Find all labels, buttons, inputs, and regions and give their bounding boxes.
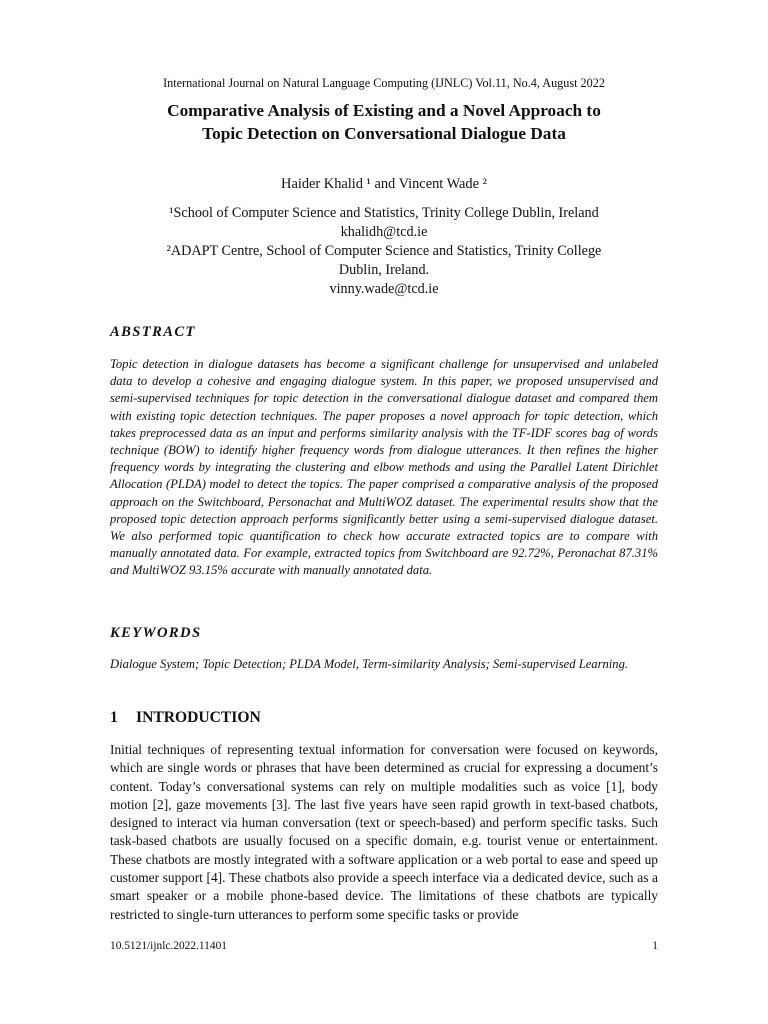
affiliation-1: ¹School of Computer Science and Statistics, Trinity College Dublin, Ireland <box>169 205 599 221</box>
introduction-body: Initial techniques of representing textual information for conversation were focused on keywords, which are single words or phrases that have been determined as crucial for expressing a document’s content. Today’s conversational systems can rely on multiple modalities such as voice [1], body motion [2], gaze movements [3]. The last five years have seen rapid growth in text-based chatbots, designed to interact via human conversation (text or speech-based) and perform specific tasks. Such task-based chatbots are usually focused on a specific domain, e.g. tourist venue or entertainment. These chatbots are mostly integrated with a software application or a web portal to ease and speed up customer support [4]. These chatbots also provide a speech interface via a dedicated device, such as a smart speaker or a mobile phone-based device. The limitations of these chatbots are typically restricted to single-turn utterances to perform some specific tasks or provide <box>110 742 658 922</box>
abstract-text: Topic detection in dialogue datasets has become a significant challenge for unsupervised and unlabeled data to develop a cohesive and engaging dialogue system. In this paper, we proposed unsupervised and semi-supervised techniques for topic detection in the conversational dialogue dataset and compared them with existing topic detection techniques. The paper proposes a novel approach for topic detection, which takes preprocessed data as an input and performs similarity analysis with the TF-IDF scores bag of words technique (BOW) to identify higher frequency words from dialogue utterances. It then refines the higher frequency words by integrating the clustering and elbow methods and using the Parallel Latent Dirichlet Allocation (PLDA) model to detect the topics. The paper comprised a comparative analysis of the proposed approach on the Switchboard, Personachat and MultiWOZ dataset. The experimental results show that the proposed topic detection approach performs significantly better using a semi-supervised dialogue dataset. We also performed topic quantification to check how accurate extracted topics are to compare with manually annotated data. For example, extracted topics from Switchboard are 92.72%, Peronachat 87.31% and MultiWOZ 93.15% accurate with manually annotated data. <box>110 357 658 578</box>
journal-header: International Journal on Natural Language Computing (IJNLC) Vol.11, No.4, August 2022 <box>163 76 605 90</box>
email-1: khalidh@tcd.ie <box>340 224 428 240</box>
section-heading-introduction <box>110 709 261 727</box>
affiliations <box>110 204 658 299</box>
email-2: vinny.wade@tcd.ie <box>329 281 439 297</box>
paper-title-line-2: Topic Detection on Conversational Dialogue Data <box>202 124 566 143</box>
paper-title <box>110 99 658 145</box>
footer-doi: 10.5121/ijnlc.2022.11401 <box>110 940 227 952</box>
paper-title-line-1: Comparative Analysis of Existing and a Novel Approach to <box>167 101 601 120</box>
page-number: 1 <box>652 940 658 952</box>
affiliation-2-line-2: Dublin, Ireland. <box>338 262 430 278</box>
abstract-heading: ABSTRACT <box>110 324 196 340</box>
section-number: 1 <box>110 709 118 726</box>
affiliation-2-line-1: ²ADAPT Centre, School of Computer Science and Statistics, Trinity College <box>166 243 602 259</box>
paper-authors: Haider Khalid ¹ and Vincent Wade ² <box>281 176 487 192</box>
keywords-text: Dialogue System; Topic Detection; PLDA Model, Term-similarity Analysis; Semi-supervised Learning. <box>110 657 629 671</box>
keywords-heading: KEYWORDS <box>110 625 202 641</box>
section-title: INTRODUCTION <box>136 709 261 726</box>
